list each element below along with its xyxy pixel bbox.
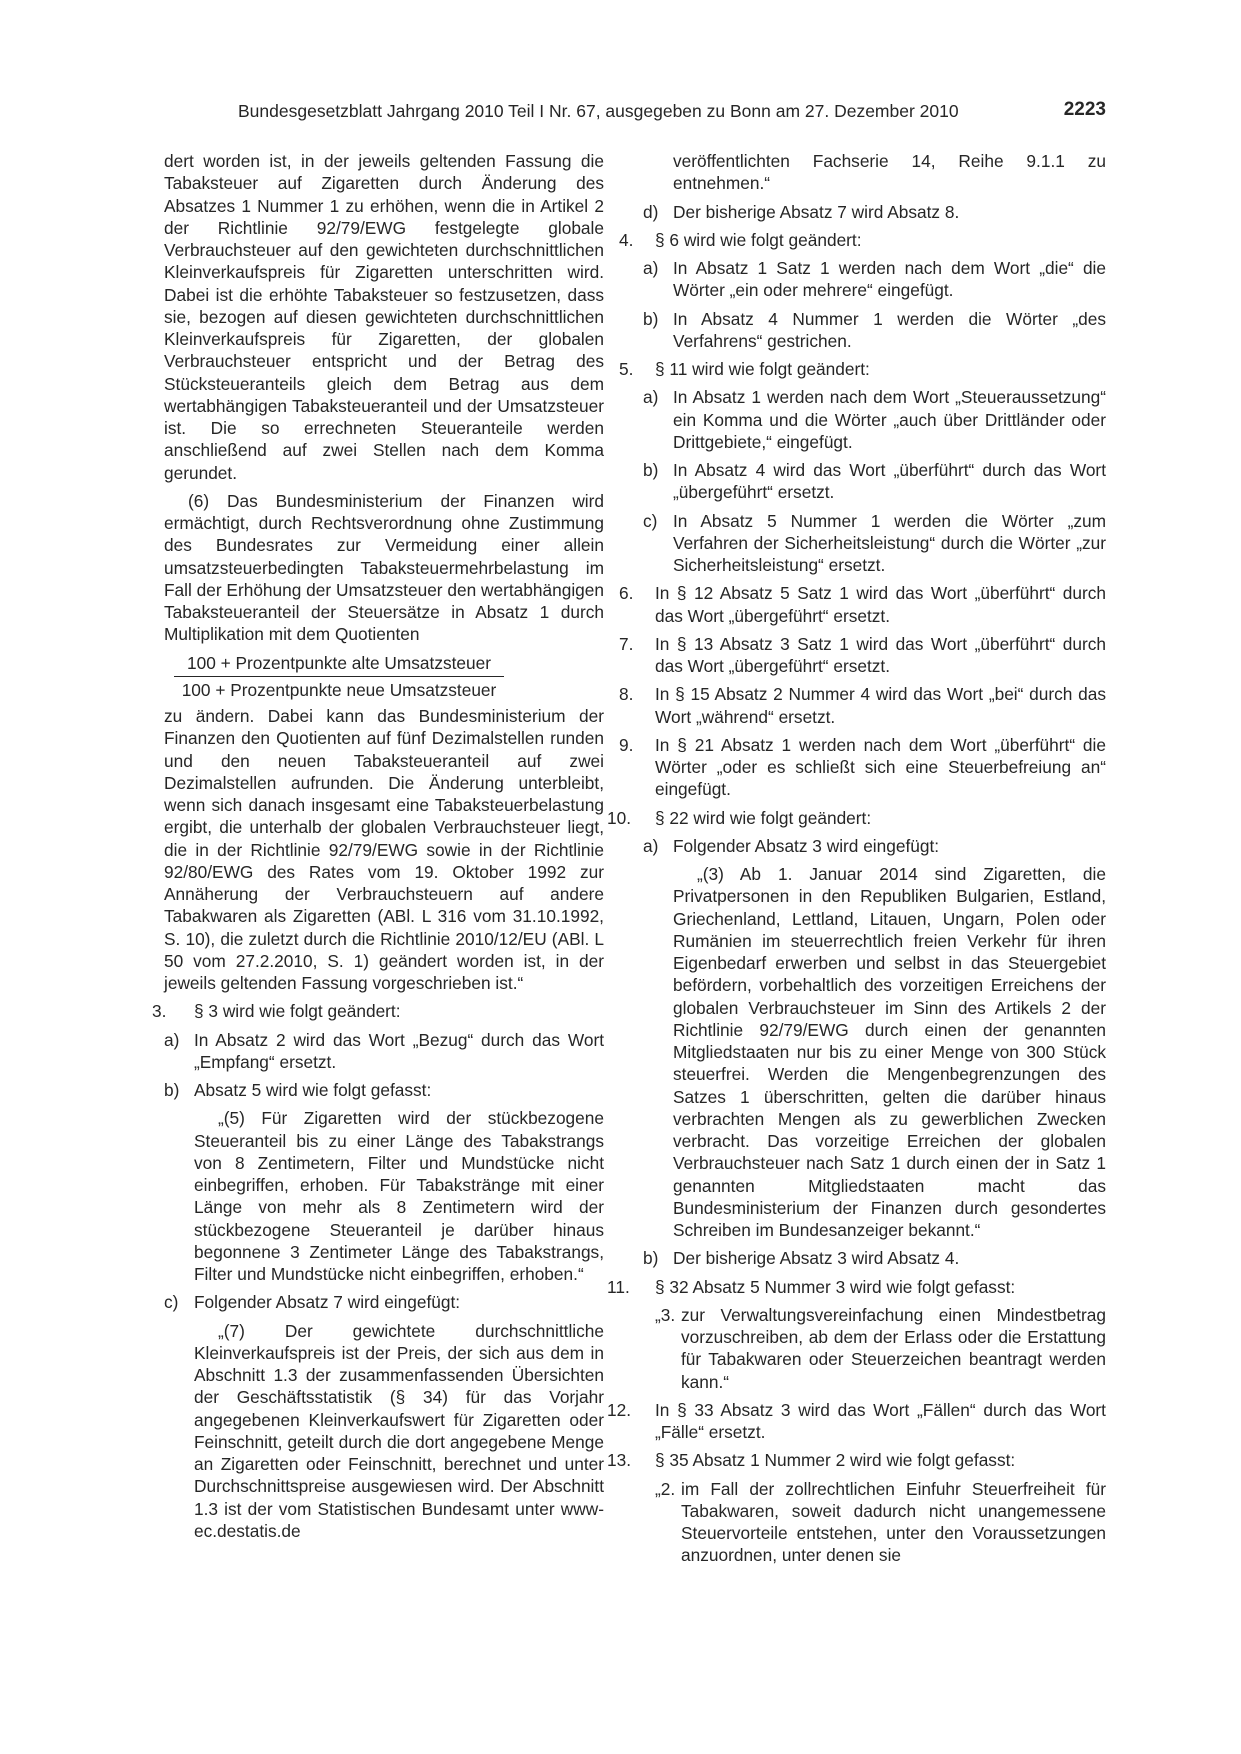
item-label: 8. (619, 684, 634, 705)
paragraph-6-continued: zu ändern. Dabei kann das Bundesministerium der Finanzen den Quotienten auf fünf Dezimalstellen runden und den neuen Tabaksteueranteil auf zwei Dezimalstellen aufrunden. Die Änderung unterbleibt, wenn sich danach insgesamt eine Tabaksteuerbelastung ergibt, die unterhalb der globalen Verbrauchsteuer liegt, die in der Richtlinie 92/79/EWG sowie in der Richtlinie 92/80/EWG des Rates vom 19. Oktober 1992 zur Annäherung der Verbrauchsteuern auf andere Tabakwaren als Zigaretten (ABl. L 316 vom 31.10.1992, S. 10), die zuletzt durch die Richtlinie 2010/12/EU (ABl. L 50 vom 27.2.2010, S. 1) geändert worden ist, in der jeweils geltenden Fassung vorgeschrieben ist.“ (164, 706, 604, 993)
list-item-3a (164, 1029, 604, 1074)
quote-label: „3. (655, 1304, 676, 1325)
item-label: b) (643, 460, 659, 480)
paragraph-continuation: dert worden ist, in der jeweils geltenden Fassung die Tabaksteuer auf Zigaretten durch Änderung des Absatzes 1 Nummer 1 zu erhöhen, wenn die in Artikel 2 der Richtlinie 92/79/EWG festgelegte globale Verbrauchsteuer auf den gewichteten durchschnittlichen Kleinverkaufspreis für Zigaretten unterschritten wird. Dabei ist die erhöhte Tabaksteuer so festzusetzen, dass sie, bezogen auf diesen gewichteten durchschnittlichen Kleinverkaufspreis für Zigaretten, der globalen Verbrauchsteuer entspricht und der Betrag des Stücksteueranteils gleich dem Betrag aus dem wertabhängigen Tabaksteueranteil und der Umsatzsteuer ist. Die so errechneten Steueranteile werden anschließend auf zwei Stellen nach dem Komma gerundet. (164, 151, 604, 483)
list-item-7 (613, 633, 1106, 678)
quote-text: im Fall der zollrechtlichen Einfuhr Steuerfreiheit für Tabakwaren, soweit dadurch nicht unangemessene Steuervorteile entstehen, unter den Voraussetzungen anzuordnen, unter denen sie (681, 1478, 1106, 1566)
paragraph-6: (6) Das Bundesministerium der Finanzen wird ermächtigt, durch Rechtsverordnung ohne Zustimmung des Bundesrates zur Vermeidung einer allein umsatzsteuerbedingten Tabaksteuermehrbelastung im Fall der Erhöhung der Umsatzsteuer den wertabhängigen Tabaksteueranteil der Steuersätze in Absatz 1 durch Multiplikation mit dem Quotienten (164, 490, 604, 645)
item-text: In Absatz 4 Nummer 1 werden die Wörter „des Verfahrens“ gestrichen. (673, 308, 1106, 351)
item-text: In Absatz 1 werden nach dem Wort „Steueraussetzung“ ein Komma und die Wörter „auch über Drittländer oder Drittgebiete,“ eingefügt. (673, 387, 1106, 452)
item-text: In Absatz 5 Nummer 1 werden die Wörter „zum Verfahren der Sicherheitsleistung“ durch die Wörter „zur Sicherheitsleistung“ ersetzt. (673, 510, 1106, 575)
list-item-3c (164, 1291, 604, 1313)
quote-absatz-5 (164, 1107, 604, 1285)
item-label: d) (643, 201, 659, 222)
quote-text: zur Verwaltungsvereinfachung einen Mindestbetrag vorzuschreiben, ab dem der Erlass oder die Erstattung für Tabakwaren oder Steuerzeichen beantragt werden kann.“ (681, 1304, 1106, 1392)
item-text: In § 12 Absatz 5 Satz 1 wird das Wort „überführt“ durch das Wort „übergeführt“ ersetzt. (655, 583, 1106, 626)
item-label: c) (164, 1292, 179, 1313)
item-text: In § 33 Absatz 3 wird das Wort „Fällen“ durch das Wort „Fälle“ ersetzt. (655, 1399, 1106, 1442)
right-column (607, 150, 1106, 1573)
list-item-8 (613, 683, 1106, 728)
item-text: § 11 wird wie folgt geändert: (655, 359, 870, 379)
list-item-11 (607, 1276, 1106, 1298)
item-label: 11. (607, 1276, 630, 1297)
list-item-3b (164, 1079, 604, 1101)
item-text: Absatz 5 wird wie folgt gefasst: (194, 1080, 432, 1100)
item-text: Der bisherige Absatz 3 wird Absatz 4. (673, 1248, 960, 1269)
item-text: In § 21 Absatz 1 werden nach dem Wort „überführt“ die Wörter „oder es schließt sich eine Steuerbefreiung an“ eingefügt. (655, 734, 1106, 800)
list-item-10a (643, 835, 1106, 857)
quote-text: veröffentlichten Fachserie 14, Reihe 9.1.1 zu entnehmen.“ (673, 151, 1106, 194)
item-text: Folgender Absatz 7 wird eingefügt: (194, 1292, 461, 1313)
item-label: b) (643, 308, 659, 329)
item-label: a) (643, 258, 659, 278)
item-text: § 6 wird wie folgt geändert: (655, 229, 862, 250)
item-text: § 22 wird wie folgt geändert: (655, 807, 872, 828)
quote-text: „(5) Für Zigaretten wird der stückbezogene Steueranteil bis zu einer Länge des Tabakstrangs von 8 Zentimetern, Filter und Mundstücke nicht einbegriffen, erhoben. Für Tabakstränge mit einer Länge von mehr als 8 Zentimetern wird der stückbezogene Steueranteil je darüber hinaus begonnene 3 Zentimeter Länge des Tabakstrangs, Filter und Mundstücke nicht einbegriffen, erhoben.“ (194, 1108, 604, 1284)
item-label: 9. (619, 734, 634, 755)
item-text: Der bisherige Absatz 7 wird Absatz 8. (673, 201, 960, 222)
item-label: 6. (619, 583, 634, 604)
item-label: b) (643, 1248, 659, 1269)
page-header (164, 101, 1106, 125)
quote-absatz-3 (643, 863, 1106, 1241)
list-item-5a (643, 386, 1106, 453)
item-text: Folgender Absatz 3 wird eingefügt: (673, 835, 940, 856)
page-number: 2223 (1063, 99, 1106, 120)
list-item-6 (613, 582, 1106, 627)
item-text: In § 15 Absatz 2 Nummer 4 wird das Wort „bei“ durch das Wort „während“ ersetzt. (655, 684, 1106, 727)
list-item-4b (643, 308, 1106, 353)
list-item-12 (607, 1399, 1106, 1444)
list-item-13 (607, 1449, 1106, 1471)
item-label: 13. (607, 1450, 632, 1471)
quotient-fraction (164, 652, 514, 702)
list-item-4 (613, 229, 1106, 251)
running-title: Bundesgesetzblatt Jahrgang 2010 Teil I Nr. 67, ausgegeben zu Bonn am 27. Dezember 2010 (238, 101, 959, 121)
list-item-5b (643, 459, 1106, 504)
quote-text: „(3) Ab 1. Januar 2014 sind Zigaretten, die Privatpersonen in den Republiken Bulgarien, Estland, Griechenland, Lettland, Litauen, Ungarn, Polen oder Rumänien im steuerrechtlich freien Verkehr für ihren Eigenbedarf erwerben und selbst in das Steuergebiet befördern, vorbehaltlich des vorzeitigen Erreichens der globalen Verbrauchsteuer im Sinn des Artikels 2 der Richtlinie 92/79/EWG durch einen der genannten Mitgliedstaaten nur bis zu einer Menge von 300 Stück steuerfrei. Werden die Mengenbegrenzungen des Satzes 1 überschritten, gelten die darüber hinaus verbrachten Mengen als zu gewerblichen Zwecken verbracht. Das vorzeitige Erreichen der globalen Verbrauchsteuer nach Satz 1 durch einen der in Satz 1 genannten Mitgliedstaaten macht das Bundesministerium der Finanzen durch gesondertes Schreiben im Bundesanzeiger bekannt.“ (673, 864, 1106, 1240)
item-label: c) (643, 510, 658, 531)
item-text: § 3 wird wie folgt geändert: (194, 1001, 401, 1022)
left-column (152, 150, 604, 1548)
item-text: In § 13 Absatz 3 Satz 1 wird das Wort „überführt“ durch das Wort „übergeführt“ ersetzt. (655, 633, 1106, 676)
quote-nummer-2 (655, 1478, 1106, 1567)
fraction-denominator: 100 + Prozentpunkte neue Umsatzsteuer (181, 679, 497, 700)
quote-nummer-3 (655, 1304, 1106, 1393)
quote-text: „(7) Der gewichtete durchschnittliche Kleinverkaufspreis ist der Preis, der sich aus dem in Abschnitt 1.3 der zusammenfassenden Übersichten der Geschäftsstatistik (§ 34) für das Vorjahr angegebenen Kleinverkaufswert für Zigaretten oder Feinschnitt, geteilt durch die dort angegebene Menge an Zigaretten oder Feinschnitt, berechnet und unter Durchschnittspreise ausgewiesen wird. Der Abschnitt 1.3 ist der vom Statistischen Bundesamt unter www-ec.destatis.de (194, 1320, 604, 1541)
item-label: a) (643, 387, 659, 408)
list-item-4a (643, 257, 1106, 302)
list-item-3 (152, 1000, 604, 1022)
quote-continuation (643, 150, 1106, 195)
item-label: 4. (619, 229, 634, 250)
quote-absatz-7 (164, 1320, 604, 1543)
item-label: a) (164, 1029, 180, 1050)
list-item-9 (613, 734, 1106, 801)
quote-label: „2. (655, 1478, 676, 1499)
item-text: In Absatz 1 Satz 1 werden nach dem Wort „die“ die Wörter „ein oder mehrere“ eingefügt. (673, 258, 1106, 301)
item-text: In Absatz 2 wird das Wort „Bezug“ durch das Wort „Empfang“ ersetzt. (194, 1029, 604, 1072)
list-item-3d (643, 201, 1106, 223)
item-label: 7. (619, 633, 634, 654)
list-item-5c (643, 510, 1106, 577)
item-label: 12. (607, 1399, 632, 1420)
fraction-numerator: 100 + Prozentpunkte alte Umsatzsteuer (174, 652, 504, 677)
list-item-5 (613, 358, 1106, 380)
item-label: b) (164, 1080, 180, 1100)
item-label: 10. (607, 807, 632, 828)
item-text: In Absatz 4 wird das Wort „überführt“ durch das Wort „übergeführt“ ersetzt. (673, 460, 1106, 503)
item-text: § 35 Absatz 1 Nummer 2 wird wie folgt gefasst: (655, 1450, 1016, 1471)
list-item-10b (643, 1247, 1106, 1269)
item-text: § 32 Absatz 5 Nummer 3 wird wie folgt gefasst: (655, 1276, 1016, 1297)
list-item-10 (607, 807, 1106, 829)
item-label: a) (643, 835, 659, 856)
item-label: 5. (619, 359, 634, 379)
item-label: 3. (152, 1001, 167, 1022)
